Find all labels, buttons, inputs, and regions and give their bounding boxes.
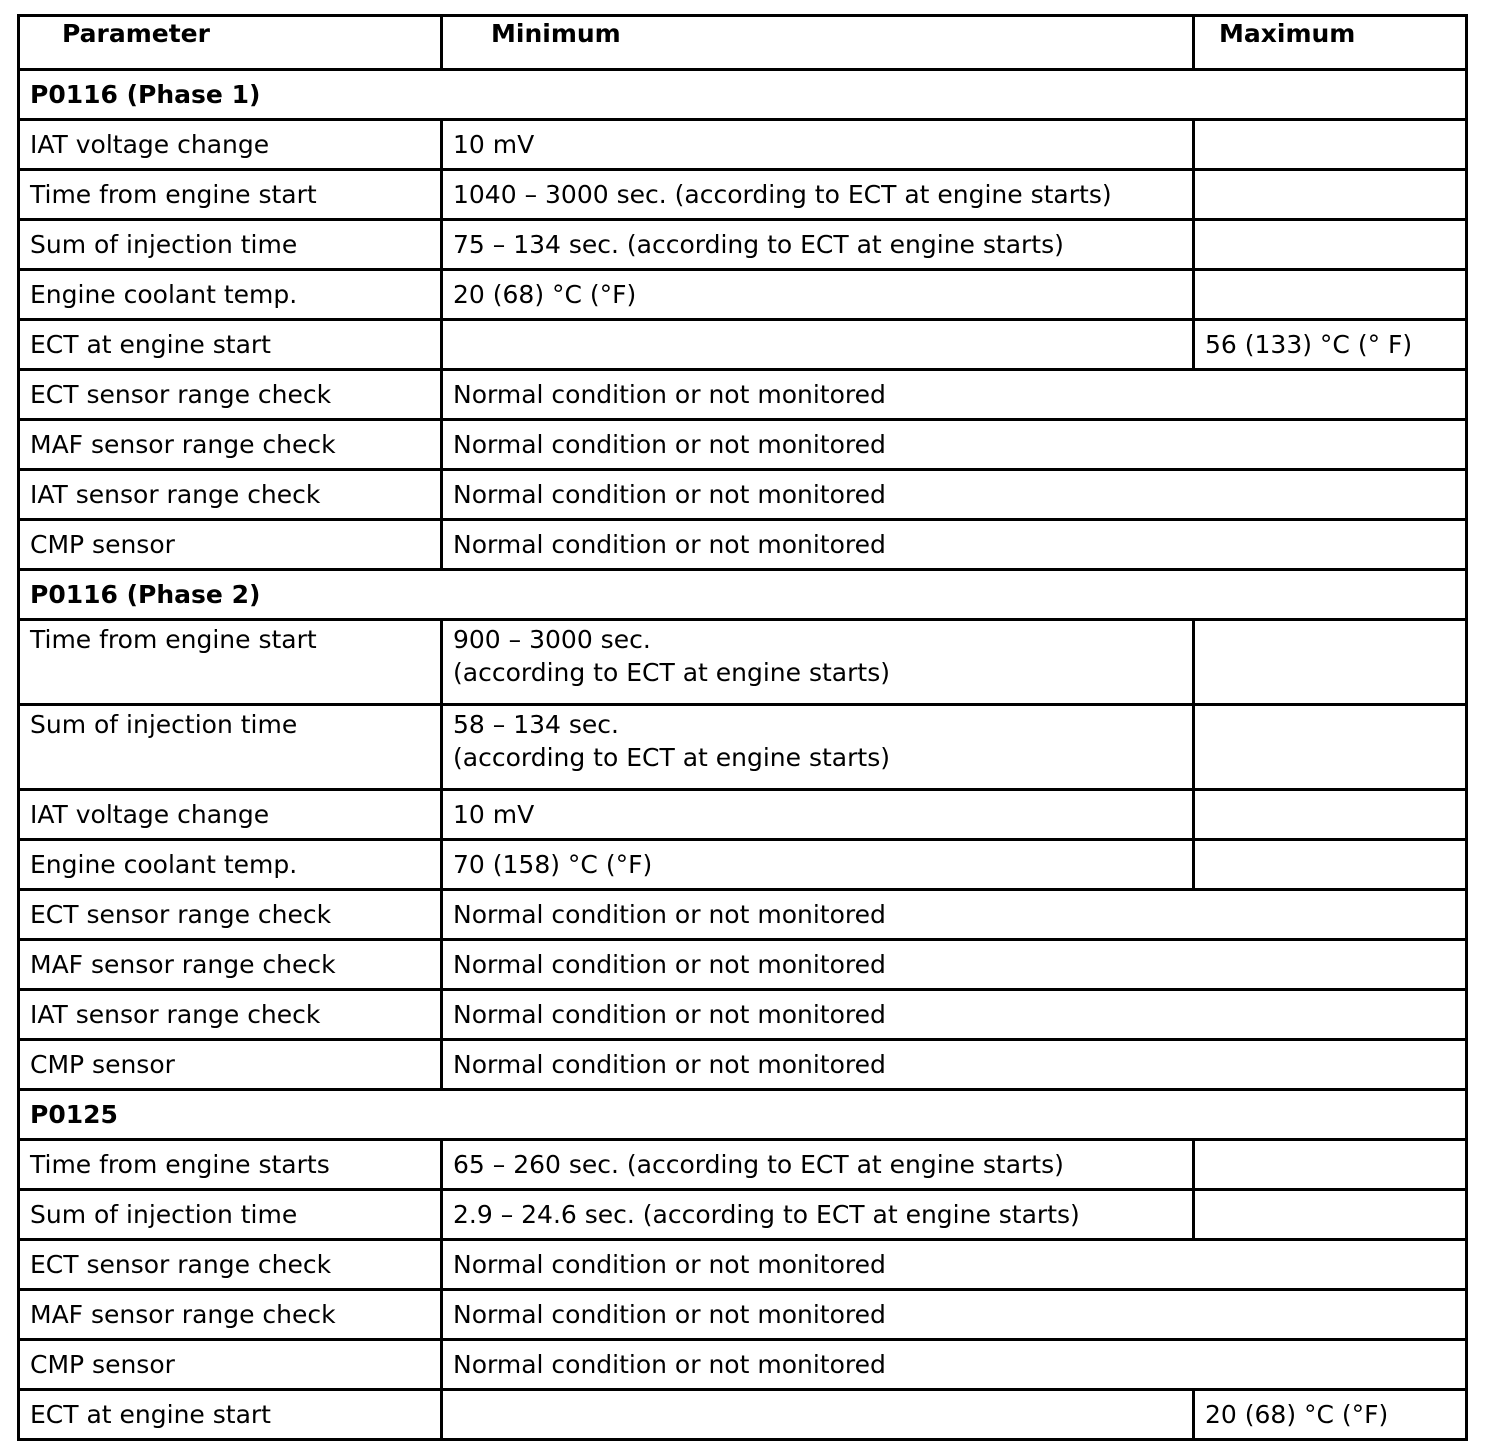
- table-row: [19, 320, 1467, 370]
- table-row: [19, 1340, 1467, 1390]
- table-row: [19, 1040, 1467, 1090]
- parameter-cell: CMP sensor: [19, 1340, 442, 1390]
- condition-cell: Normal condition or not monitored: [442, 1340, 1467, 1390]
- section-row: [19, 1090, 1467, 1140]
- minimum-cell: 2.9 – 24.6 sec. (according to ECT at engine starts): [442, 1190, 1194, 1240]
- table-row: [19, 170, 1467, 220]
- maximum-cell: 20 (68) °C (°F): [1194, 1390, 1467, 1440]
- minimum-cell: 70 (158) °C (°F): [442, 840, 1194, 890]
- parameter-cell: MAF sensor range check: [19, 1290, 442, 1340]
- maximum-cell: [1194, 1140, 1467, 1190]
- condition-cell: Normal condition or not monitored: [442, 1040, 1467, 1090]
- table-row: [19, 370, 1467, 420]
- parameter-cell: MAF sensor range check: [19, 420, 442, 470]
- section-row: [19, 570, 1467, 620]
- condition-cell: Normal condition or not monitored: [442, 940, 1467, 990]
- condition-cell: Normal condition or not monitored: [442, 520, 1467, 570]
- minimum-cell: [442, 320, 1194, 370]
- section-title: P0116 (Phase 2): [19, 570, 1467, 620]
- minimum-cell: [442, 620, 1194, 705]
- minimum-line: 900 – 3000 sec.: [453, 625, 651, 654]
- parameter-cell: CMP sensor: [19, 520, 442, 570]
- header-maximum: Maximum: [1194, 16, 1467, 70]
- minimum-cell: [442, 1390, 1194, 1440]
- condition-cell: Normal condition or not monitored: [442, 470, 1467, 520]
- parameter-cell: Time from engine start: [19, 620, 442, 705]
- maximum-cell: [1194, 120, 1467, 170]
- parameter-cell: Time from engine starts: [19, 1140, 442, 1190]
- table-row: [19, 1140, 1467, 1190]
- parameter-cell: ECT at engine start: [19, 1390, 442, 1440]
- parameter-cell: IAT sensor range check: [19, 470, 442, 520]
- header-row: [19, 16, 1467, 70]
- header-parameter: Parameter: [19, 16, 442, 70]
- maximum-cell: [1194, 705, 1467, 790]
- section-title: P0125: [19, 1090, 1467, 1140]
- maximum-cell: [1194, 170, 1467, 220]
- table-row: [19, 270, 1467, 320]
- minimum-line: (according to ECT at engine starts): [453, 658, 890, 687]
- minimum-cell: 10 mV: [442, 790, 1194, 840]
- parameter-cell: Sum of injection time: [19, 1190, 442, 1240]
- table-row: [19, 220, 1467, 270]
- maximum-cell: [1194, 270, 1467, 320]
- maximum-cell: [1194, 840, 1467, 890]
- table-row: [19, 790, 1467, 840]
- table-row: [19, 990, 1467, 1040]
- minimum-cell: [442, 705, 1194, 790]
- parameter-cell: ECT sensor range check: [19, 1240, 442, 1290]
- table-row: [19, 1290, 1467, 1340]
- minimum-cell: 65 – 260 sec. (according to ECT at engine starts): [442, 1140, 1194, 1190]
- table-row: [19, 120, 1467, 170]
- table-row: [19, 705, 1467, 790]
- minimum-cell: 20 (68) °C (°F): [442, 270, 1194, 320]
- parameter-cell: Time from engine start: [19, 170, 442, 220]
- condition-cell: Normal condition or not monitored: [442, 420, 1467, 470]
- maximum-cell: [1194, 790, 1467, 840]
- header-minimum: Minimum: [442, 16, 1194, 70]
- parameter-cell: Sum of injection time: [19, 220, 442, 270]
- condition-cell: Normal condition or not monitored: [442, 890, 1467, 940]
- parameter-cell: Engine coolant temp.: [19, 270, 442, 320]
- parameter-cell: Sum of injection time: [19, 705, 442, 790]
- minimum-cell: 1040 – 3000 sec. (according to ECT at engine starts): [442, 170, 1194, 220]
- table-row: [19, 890, 1467, 940]
- parameter-cell: ECT sensor range check: [19, 890, 442, 940]
- maximum-cell: [1194, 620, 1467, 705]
- parameter-cell: IAT voltage change: [19, 120, 442, 170]
- condition-cell: Normal condition or not monitored: [442, 1240, 1467, 1290]
- condition-cell: Normal condition or not monitored: [442, 1290, 1467, 1340]
- minimum-line: (according to ECT at engine starts): [453, 743, 890, 772]
- maximum-cell: [1194, 220, 1467, 270]
- minimum-cell: 10 mV: [442, 120, 1194, 170]
- section-row: [19, 70, 1467, 120]
- table-row: [19, 620, 1467, 705]
- maximum-cell: [1194, 1190, 1467, 1240]
- section-title: P0116 (Phase 1): [19, 70, 1467, 120]
- table-row: [19, 420, 1467, 470]
- table-row: [19, 1240, 1467, 1290]
- table-row: [19, 1390, 1467, 1440]
- parameter-cell: ECT at engine start: [19, 320, 442, 370]
- maximum-cell: 56 (133) °C (° F): [1194, 320, 1467, 370]
- table-row: [19, 470, 1467, 520]
- minimum-line: 58 – 134 sec.: [453, 710, 619, 739]
- table-row: [19, 840, 1467, 890]
- spec-table: [17, 14, 1468, 1441]
- condition-cell: Normal condition or not monitored: [442, 370, 1467, 420]
- parameter-cell: IAT voltage change: [19, 790, 442, 840]
- parameter-cell: Engine coolant temp.: [19, 840, 442, 890]
- parameter-cell: ECT sensor range check: [19, 370, 442, 420]
- parameter-cell: MAF sensor range check: [19, 940, 442, 990]
- parameter-cell: IAT sensor range check: [19, 990, 442, 1040]
- table-row: [19, 940, 1467, 990]
- table-row: [19, 1190, 1467, 1240]
- table-row: [19, 520, 1467, 570]
- parameter-cell: CMP sensor: [19, 1040, 442, 1090]
- minimum-cell: 75 – 134 sec. (according to ECT at engine starts): [442, 220, 1194, 270]
- condition-cell: Normal condition or not monitored: [442, 990, 1467, 1040]
